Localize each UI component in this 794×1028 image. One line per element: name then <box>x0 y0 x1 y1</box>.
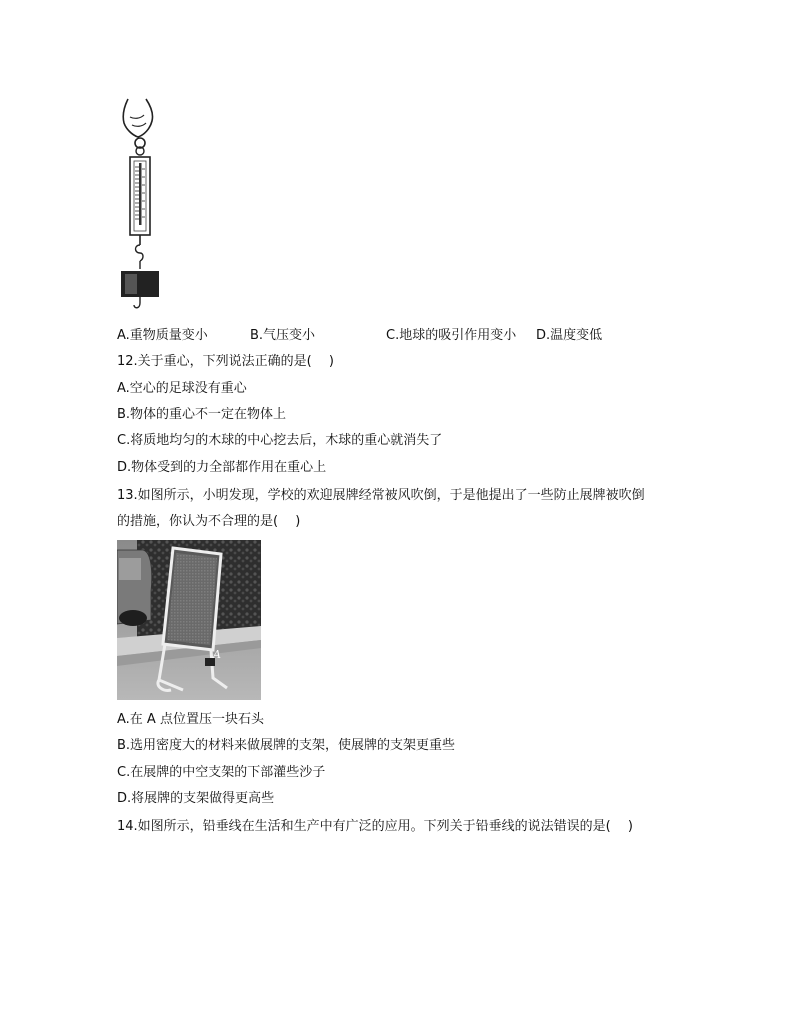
q12-option-d: D.物体受到的力全部都作用在重心上 <box>117 460 327 475</box>
q11-option-b: B.气压变小 <box>250 328 316 343</box>
spring-scale-figure <box>110 95 170 315</box>
point-a-label: A <box>213 648 221 661</box>
q12-stem: 12.关于重心，下列说法正确的是( ) <box>117 354 334 369</box>
q13-option-a: A.在 A 点位置压一块石头 <box>117 712 264 727</box>
q12-option-b: B.物体的重心不一定在物体上 <box>117 407 287 422</box>
bottom-hook <box>136 245 144 261</box>
q11-options <box>117 327 637 345</box>
display-board-photo <box>117 540 261 700</box>
q14-stem: 14.如图所示，铅垂线在生活和生产中有广泛的应用。下列关于铅垂线的说法错误的是( ) <box>117 819 633 834</box>
q12-option-c: C.将质地均匀的木球的中心挖去后，木球的重心就消失了 <box>117 433 443 448</box>
q11-option-c: C.地球的吸引作用变小 <box>386 328 517 343</box>
q11-option-d: D.温度变低 <box>536 328 603 343</box>
q11-option-a: A.重物质量变小 <box>117 328 208 343</box>
q13-option-d: D.将展牌的支架做得更高些 <box>117 791 275 806</box>
q13-stem-line1: 13.如图所示，小明发现，学校的欢迎展牌经常被风吹倒，于是他提出了一些防止展牌被吹倒 <box>117 488 645 503</box>
q13-stem-line2: 的措施，你认为不合理的是( ) <box>117 514 301 529</box>
q12-option-a: A.空心的足球没有重心 <box>117 381 247 396</box>
q13-option-c: C.在展牌的中空支架的下部灌些沙子 <box>117 765 326 780</box>
q13-option-b: B.选用密度大的材料来做展牌的支架，使展牌的支架更重些 <box>117 738 456 753</box>
